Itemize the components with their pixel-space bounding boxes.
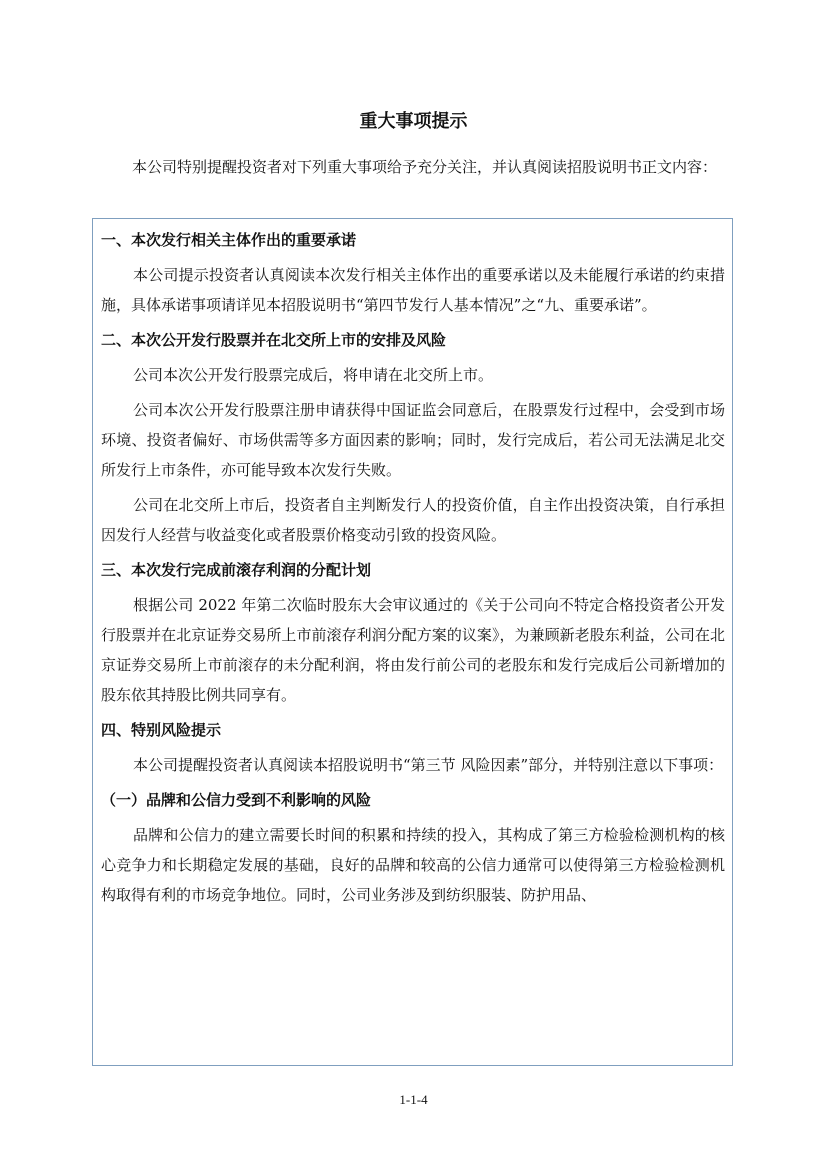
page-number: 1-1-4 [399, 1092, 428, 1107]
section-heading-4: 四、特别风险提示 [101, 721, 222, 739]
intro-paragraph: 本公司特别提醒投资者对下列重大事项给予充分关注，并认真阅读招股说明书正文内容： [132, 158, 718, 176]
section-1-paragraph-1: 本公司提示投资者认真阅读本次发行相关主体作出的重要承诺以及未能履行承诺的约束措施，具体承诺事项请详见本招股说明书“第四节发行人基本情况”之“九、重要承诺”。 [101, 266, 725, 314]
section-3-paragraph-1: 根据公司 2022 年第二次临时股东大会审议通过的《关于公司向不特定合格投资者公开发行股票并在北京证券交易所上市前滚存利润分配方案的议案》，为兼顾新老股东利益，公司在北京证券交易所上市前滚存的未分配利润，将由发行前公司的老股东和发行完成后公司新增加的股东依其持股比例共同享有。 [101, 596, 725, 704]
highlight-box [92, 218, 733, 1066]
section-heading-1: 一、本次发行相关主体作出的重要承诺 [101, 231, 357, 249]
subsection-paragraph: 品牌和公信力的建立需要长时间的积累和持续的投入，其构成了第三方检验检测机构的核心竞争力和长期稳定发展的基础，良好的品牌和较高的公信力通常可以使得第三方检验检测机构取得有利的市场竞争地位。同时，公司业务涉及到纺织服装、防护用品、 [101, 826, 725, 904]
section-2-paragraph-3: 公司在北交所上市后，投资者自主判断发行人的投资价值，自主作出投资决策，自行承担因发行人经营与收益变化或者股票价格变动引致的投资风险。 [101, 496, 725, 544]
section-heading-3: 三、本次发行完成前滚存利润的分配计划 [101, 561, 372, 579]
subsection-heading: （一）品牌和公信力受到不利影响的风险 [101, 791, 372, 809]
page-title: 重大事项提示 [359, 111, 468, 132]
section-heading-2: 二、本次公开发行股票并在北交所上市的安排及风险 [101, 331, 447, 349]
section-4-paragraph-1: 本公司提醒投资者认真阅读本招股说明书“第三节 风险因素”部分，并特别注意以下事项： [133, 756, 724, 774]
section-2-paragraph-1: 公司本次公开发行股票完成后，将申请在北交所上市。 [133, 366, 494, 384]
section-2-paragraph-2: 公司本次公开发行股票注册申请获得中国证监会同意后，在股票发行过程中，会受到市场环境、投资者偏好、市场供需等多方面因素的影响；同时，发行完成后，若公司无法满足北交所发行上市条件，亦可能导致本次发行失败。 [101, 401, 725, 479]
